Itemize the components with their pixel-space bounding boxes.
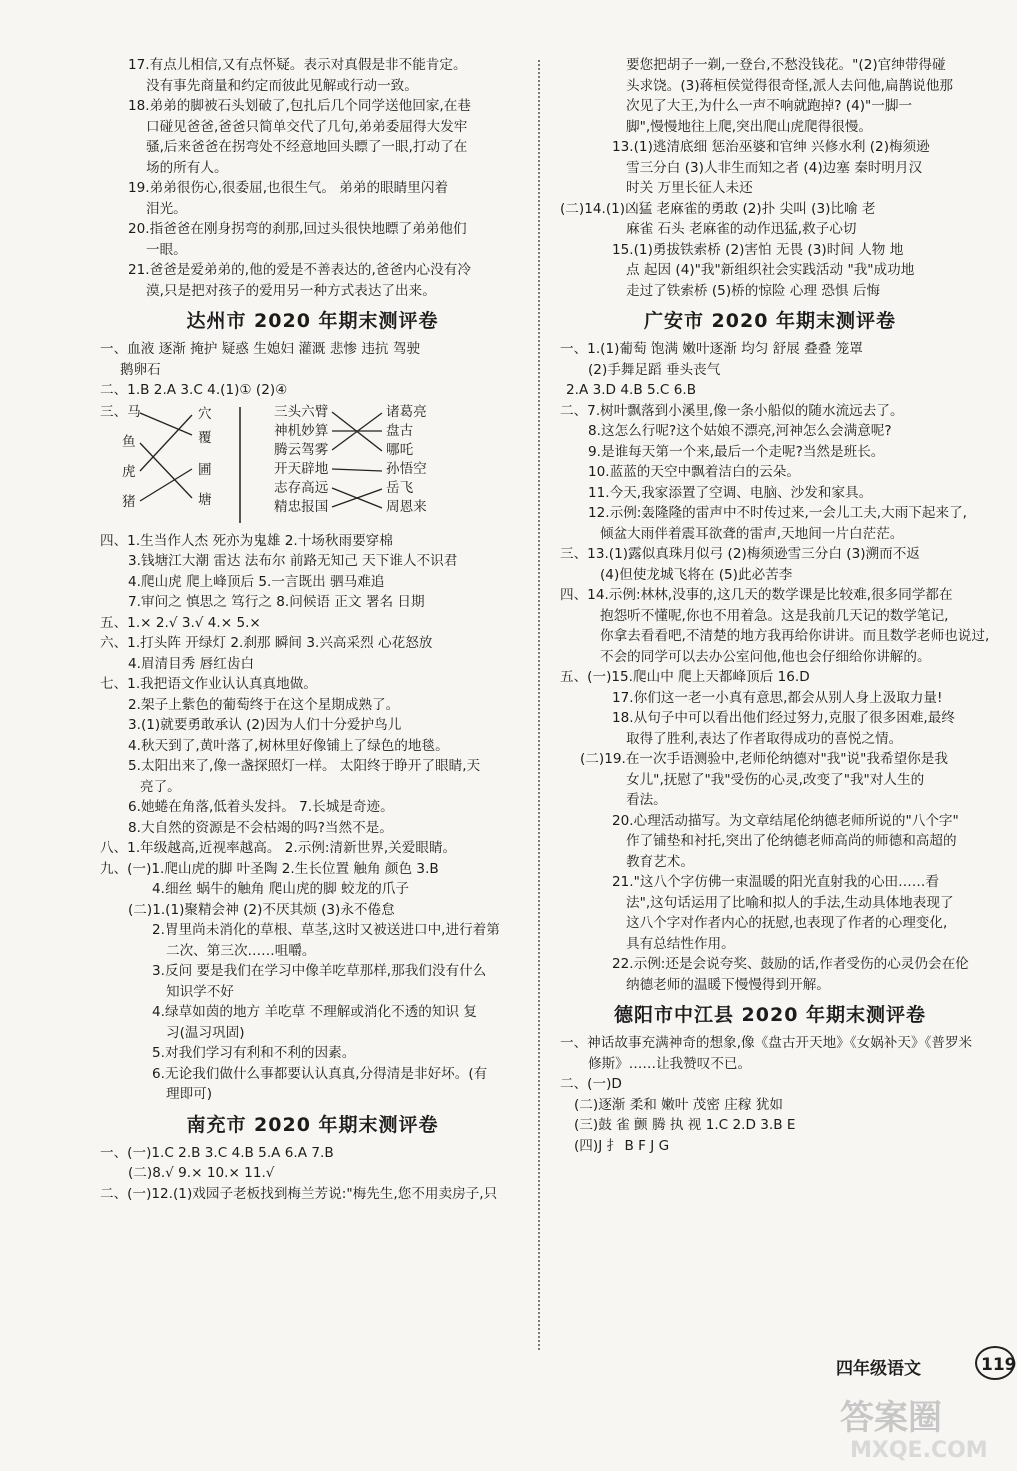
answer-line: 三、13.(1)露似真珠月似弓 (2)梅须逊雪三分白 (3)溯而不返	[560, 546, 920, 562]
answer-line: 2.胃里尚未消化的草根、草茎,这时又被送进口中,进行着第	[152, 922, 500, 938]
answer-line: 9.是谁每天第一个来,最后一个走呢?当然是班长。	[588, 443, 885, 460]
answer-line: 倾盆大雨伴着震耳欲聋的雷声,天地间一片白茫茫。	[600, 525, 904, 542]
match-item: 猪	[122, 493, 136, 510]
answer-line: (二)8.√ 9.× 10.× 11.√	[128, 1165, 275, 1181]
answer-line: 七、1.我把语文作业认认真真地做。	[100, 676, 317, 692]
answer-line: (二)1.(1)聚精会神 (2)不厌其烦 (3)永不倦怠	[128, 901, 395, 918]
answer-line: 2.A 3.D 4.B 5.C 6.B	[566, 382, 697, 398]
answer-line: 纳德老师的温暖下慢慢得到开解。	[626, 976, 830, 993]
answer-line: 10.蓝蓝的天空中飘着洁白的云朵。	[588, 464, 800, 480]
answer-line: 4.绿草如茵的地方 羊吃草 不理解或消化不透的知识 复	[152, 1004, 477, 1020]
answer-line: 理即可)	[166, 1086, 213, 1102]
footer-title: 四年级语文	[836, 1359, 921, 1379]
answer-line: 一、血液 逐渐 掩护 疑惑 生媳妇 灌溉 悲惨 违抗 驾驶	[100, 341, 421, 357]
answer-line: (三)鼓 雀 颤 腾 执 视 1.C 2.D 3.B E	[574, 1117, 796, 1133]
answer-line: (2)手舞足蹈 垂头丧气	[588, 361, 721, 378]
match-item: 岳飞	[386, 479, 414, 496]
answer-line: 二、7.树叶飘落到小溪里,像一条小船似的随水流远去了。	[560, 402, 904, 419]
answer-line: 修斯》……让我赞叹不已。	[588, 1055, 752, 1072]
column-divider	[538, 60, 540, 1350]
answer-line: 20.心理活动描写。为文章结尾伦纳德老师所说的"八个字"	[612, 812, 959, 829]
match-item: 三、马	[100, 403, 141, 420]
answer-line: 五、(一)15.爬山中 爬上天都峰顶后 16.D	[560, 669, 810, 685]
answer-line: 九、(一)1.爬山虎的脚 叶圣陶 2.生长位置 触角 颜色 3.B	[100, 860, 439, 877]
match-item: 三头六臂	[274, 403, 329, 420]
answer-line: 时关 万里长征人未还	[626, 180, 753, 196]
answer-line: 15.(1)勇拔铁索桥 (2)害怕 无畏 (3)时间 人物 地	[612, 241, 904, 258]
answer-line: 泪光。	[146, 200, 187, 217]
answer-line: 习(温习巩固)	[166, 1024, 245, 1041]
answers-block-d	[100, 1143, 525, 1205]
answer-line: 二次、第三次……咀嚼。	[166, 942, 316, 959]
answer-line: 17.有点儿相信,又有点怀疑。表示对真假是非不能肯定。	[128, 57, 467, 73]
answer-line: 19.弟弟很伤心,很委屈,也很生气。 弟弟的眼睛里闪着	[128, 180, 449, 196]
answer-line: 一眼。	[146, 241, 187, 258]
answer-line: 骚,后来爸爸在拐弯处不经意地回头瞟了一眼,打动了在	[146, 139, 468, 155]
answers-block-g	[560, 1033, 980, 1156]
answer-line: 3.(1)就要勇敢承认 (2)因为人们十分爱护鸟儿	[128, 717, 402, 733]
answer-line: 17.你们这一老一小真有意思,都会从别人身上汲取力量!	[612, 689, 943, 706]
answers-block-b	[100, 339, 525, 401]
answer-line: 4.爬山虎 爬上峰顶后 5.一言既出 驷马难追	[128, 573, 385, 590]
answer-line: 5.对我们学习有利和不利的因素。	[152, 1045, 356, 1061]
section-title-dazhou: 达州市 2020 年期末测评卷	[186, 310, 439, 332]
answer-line: 六、1.打头阵 开绿灯 2.刹那 瞬间 3.兴高采烈 心花怒放	[100, 635, 433, 651]
answer-line: 二、1.B 2.A 3.C 4.(1)① (2)④	[100, 382, 288, 398]
left-column	[100, 55, 525, 1204]
answer-line: 2.架子上紫色的葡萄终于在这个星期成熟了。	[128, 696, 400, 713]
answer-line: 二、(一)D	[560, 1076, 622, 1092]
answer-line: 二、(一)12.(1)戏园子老板找到梅兰芳说:"梅先生,您不用卖房子,只	[100, 1185, 498, 1202]
answers-block-c	[100, 531, 525, 1105]
answer-line: 这八个字对作者内心的抚慰,也表现了作者的心理变化,	[626, 915, 948, 931]
answer-line: 作了铺垫和衬托,突出了伦纳德老师高尚的师德和高超的	[626, 833, 957, 849]
answer-line: 你拿去看看吧,不清楚的地方我再给你讲讲。而且数学老师也说过,	[600, 628, 990, 644]
answer-line: 5.太阳出来了,像一盏探照灯一样。 太阳终于睁开了眼睛,天	[128, 758, 481, 774]
answer-line: 21.爸爸是爱弟弟的,他的爱是不善表达的,爸爸内心没有冷	[128, 262, 471, 278]
match-item: 鱼	[122, 433, 136, 450]
match-item: 神机妙算	[274, 422, 329, 439]
answer-line: 抱怨听不懂呢,你也不用着急。这是我前几天记的数学笔记,	[600, 607, 949, 624]
answer-line: 一、1.(1)葡萄 饱满 嫩叶逐渐 均匀 舒展 叠叠 笼罩	[560, 341, 863, 357]
watermark-stamp: 答案圈	[840, 1398, 942, 1438]
answer-line: (四)J 扌 B F J G	[574, 1137, 670, 1154]
answer-line: 18.弟弟的脚被石头划破了,包扎后几个同学送他回家,在巷	[128, 98, 471, 114]
match-item: 开天辟地	[274, 460, 329, 477]
answer-line: 女儿",抚慰了"我"受伤的心灵,改变了"我"对人生的	[626, 771, 925, 788]
answer-line: 四、14.示例:林林,没事的,这几天的数学课是比较难,很多同学都在	[560, 587, 953, 603]
match-item: 腾云驾雾	[274, 441, 329, 458]
match-item: 虎	[122, 463, 136, 480]
answer-line: 6.她蜷在角落,低着头发抖。 7.长城是奇迹。	[128, 799, 394, 815]
match-item: 塘	[198, 491, 212, 508]
answer-line: 20.指爸爸在刚身拐弯的刹那,回过头很快地瞟了弟弟他们	[128, 221, 467, 237]
answer-line: 走过了铁索桥 (5)桥的惊险 心理 恐惧 后悔	[626, 282, 881, 299]
answer-line: 教育艺术。	[626, 853, 694, 870]
answer-line: 4.细丝 蜗牛的触角 爬山虎的脚 蛟龙的爪子	[152, 881, 410, 897]
section-title-deyang: 德阳市中江县 2020 年期末测评卷	[613, 1004, 927, 1026]
match-item: 哪吒	[386, 441, 414, 458]
answer-line: 要您把胡子一剃,一登台,不愁没钱花。"(2)官绅带得碰	[626, 57, 946, 73]
answer-line: (二)14.(1)凶猛 老麻雀的勇敢 (2)扑 尖叫 (3)比喻 老	[560, 200, 876, 217]
answer-line: 一、(一)1.C 2.B 3.C 4.B 5.A 6.A 7.B	[100, 1144, 334, 1161]
match-item: 覆	[198, 429, 212, 446]
answers-block-f	[560, 339, 990, 995]
answer-line: 点 起因 (4)"我"新组织社会实践活动 "我"成功地	[626, 262, 915, 278]
answer-line: 22.示例:还是会说夸奖、鼓励的话,作者受伤的心灵仍会在伦	[612, 956, 969, 972]
answer-line: 没有事先商量和约定而彼此见解或行动一致。	[146, 77, 418, 94]
answer-line: 四、1.生当作人杰 死亦为鬼雄 2.十场秋雨要穿棉	[100, 532, 393, 549]
answer-line: 雪三分白 (3)人非生而知之者 (4)边塞 秦时明月汉	[626, 159, 923, 176]
answer-line: 8.大自然的资源是不会枯竭的吗?当然不是。	[128, 819, 393, 836]
match-item: 精忠报国	[274, 498, 329, 515]
right-column	[560, 55, 990, 1156]
answer-line: 3.反问 要是我们在学习中像羊吃草那样,那我们没有什么	[152, 963, 487, 979]
answer-line: 21."这八个字仿佛一束温暖的阳光直射我的心田……看	[612, 874, 939, 890]
match-item: 诸葛亮	[386, 403, 427, 420]
answer-line: 场的所有人。	[146, 159, 228, 176]
answer-line: 次见了大王,为什么一声不响就跑掉? (4)"一脚一	[626, 98, 913, 114]
answer-line: 不会的同学可以去办公室问他,他也会仔细给你讲解的。	[600, 648, 931, 665]
answer-line: 13.(1)逃清底细 惩治巫婆和官绅 兴修水利 (2)梅须逊	[612, 139, 930, 155]
answer-line: 鹅卵石	[120, 361, 161, 378]
answer-line: 一、神话故事充满神奇的想象,像《盘古开天地》《女娲补天》《普罗米	[560, 1035, 973, 1051]
answer-line: 亮了。	[140, 778, 181, 795]
match-item: 志存高远	[274, 479, 329, 496]
answer-line: 八、1.年级越高,近视率越高。 2.示例:清新世界,关爱眼睛。	[100, 840, 457, 856]
answer-line: (二)19.在一次手语测验中,老师伦纳德对"我"说"我希望你是我	[580, 751, 948, 767]
matching-exercise	[100, 403, 525, 529]
answer-line: 漠,只是把对孩子的爱用另一种方式表达了出来。	[146, 282, 436, 299]
answer-line: 头求饶。(3)蒋桓侯觉得很奇怪,派人去问他,扁鹊说他那	[626, 77, 953, 94]
watermark-site: MXQE.COM	[850, 1438, 988, 1463]
section-title-nanchong: 南充市 2020 年期末测评卷	[186, 1113, 439, 1136]
answer-line: 12.示例:轰隆隆的雷声中不时传过来,一会儿工夫,大雨下起来了,	[588, 505, 968, 521]
match-item: 盘古	[386, 422, 414, 439]
section-title-guangan: 广安市 2020 年期末测评卷	[643, 310, 897, 332]
answer-line: (4)但使龙城飞将在 (5)此必苦李	[600, 566, 793, 583]
answer-line: 7.审问之 慎思之 笃行之 8.问候语 正文 署名 日期	[128, 594, 425, 610]
answer-line: 脚",慢慢地往上爬,突出爬山虎爬得很慢。	[626, 118, 872, 135]
answer-line: 麻雀 石头 老麻雀的动作迅猛,救子心切	[626, 221, 857, 237]
page-number: 119	[975, 1346, 1015, 1380]
match-item: 孙悟空	[386, 460, 427, 477]
answer-line: 6.无论我们做什么事都要认认真真,分得清是非好坏。(有	[152, 1065, 488, 1082]
match-item: 周恩来	[386, 498, 427, 515]
answer-line: 8.这怎么行呢?这个姑娘不漂亮,河神怎么会满意呢?	[588, 423, 892, 439]
answer-line: 口碰见爸爸,爸爸只简单交代了几句,弟弟委屈得大发牢	[146, 118, 468, 135]
answer-line: (二)逐渐 柔和 嫩叶 茂密 庄稼 犹如	[574, 1096, 783, 1113]
answer-line: 知识学不好	[166, 983, 234, 1000]
answer-line: 4.眉清目秀 唇红齿白	[128, 655, 255, 672]
answer-line: 法",这句话运用了比喻和拟人的手法,生动具体地表现了	[626, 894, 954, 911]
match-item: 圃	[198, 461, 212, 478]
answer-line: 3.钱塘江大潮 雷达 法布尔 前路无知己 天下谁人不识君	[128, 553, 458, 569]
answers-block-a	[100, 55, 525, 301]
answer-line: 4.秋天到了,黄叶落了,树林里好像铺上了绿色的地毯。	[128, 737, 449, 754]
match-item: 穴	[198, 405, 212, 422]
answer-line: 取得了胜利,表达了作者取得成功的喜悦之情。	[626, 730, 903, 747]
answer-line: 看法。	[626, 792, 667, 808]
answer-line: 五、1.× 2.√ 3.√ 4.× 5.×	[100, 614, 261, 631]
answers-block-e	[560, 55, 980, 301]
answer-line: 18.从句子中可以看出他们经过努力,克服了很多困难,最终	[612, 710, 955, 726]
answer-line: 11.今天,我家添置了空调、电脑、沙发和家具。	[588, 484, 873, 501]
answer-line: 具有总结性作用。	[626, 935, 735, 952]
